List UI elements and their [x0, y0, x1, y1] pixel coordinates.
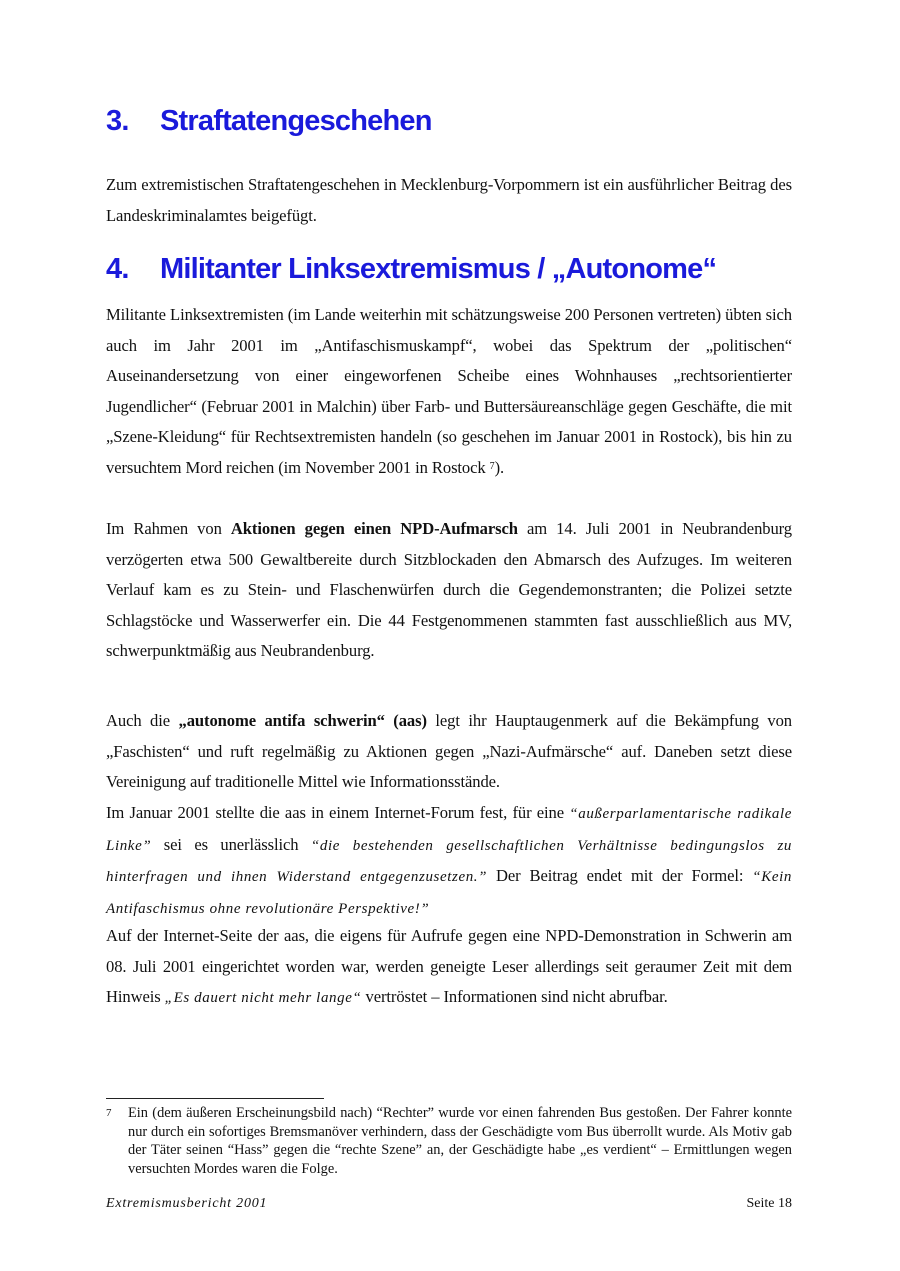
footnote-separator: [106, 1098, 324, 1099]
footer-report-title: Extremismusbericht 2001: [106, 1196, 268, 1211]
section-title: Straftatengeschehen: [160, 105, 432, 137]
footnote-7: [106, 1104, 792, 1178]
paragraph-text: Militante Linksextremisten (im Lande weiterhin mit schätzungsweise 200 Personen vertreten) übten sich auch im Jahr 2001 im „Antifaschismuskampf“, wobei das Spektrum der „politischen“ Auseinandersetzung von einer eingeworfenen Scheibe eines Wohnhauses „rechtsorientierter Jugendlicher“ (Februar 2001 in Malchin) über Farb- und Buttersäureanschläge gegen Geschäfte, die mit „Szene-Kleidung“ für Rechtsextremisten handeln (so geschehen im Januar 2001 in Rostock), bis hin zu versuchtem Mord reichen (im November 2001 in Rostock: [106, 305, 792, 477]
section-title: Militanter Linksextremismus / „Autonome“: [160, 253, 717, 285]
paragraph-text: Auf der Internet-Seite der aas, die eigens für Aufrufe gegen eine NPD-Demonstration in Schwerin am 08. Juli 2001 eingerichtet worden war, werden geneigte Leser allerdings seit geraumer Zeit mit dem Hinweis: [106, 926, 792, 1007]
paragraph-text: Im Januar 2001 stellte die aas in einem Internet-Forum fest, für eine: [106, 803, 570, 822]
footer-page-number: Seite 18: [746, 1196, 792, 1211]
paragraph-text: sei es unerlässlich: [151, 834, 311, 854]
quote: „Es dauert nicht mehr lange“: [164, 990, 362, 1007]
paragraph-text: am 14. Juli 2001 in Neubrandenburg verzögerten etwa 500 Gewaltbereite durch Sitzblockaden den Abmarsch des Aufzuges. Im weiteren Verlauf kam es zu Stein- und Flaschenwürfen durch die Gegendemonstranten; die Polizei setzte Schlagstöcke und Wasserwerfer ein. Die 44 Festgenommenen stammten fast ausschließlich aus MV, schwerpunktmäßig aus Neubrandenburg.: [106, 519, 792, 661]
bold-phrase: Aktionen gegen einen NPD-Aufmarsch: [230, 519, 518, 538]
paragraph-internet-forum: [106, 798, 792, 924]
paragraph-militant-left: [106, 300, 792, 484]
paragraph-text-end: ).: [494, 457, 505, 477]
quote: “außerparlamentarische radikale Linke”: [106, 806, 792, 854]
paragraph-text: legt ihr Hauptaugenmerk auf die Bekämpfung von „Faschisten“ und ruft regelmäßig zu Aktionen gegen „Nazi-Aufmärsche“ auf. Daneben setzt diese Vereinigung auf traditionelle Mittel wie Informationsstände.: [106, 711, 792, 792]
section-number: 4.: [106, 253, 129, 285]
section-3-heading: [106, 104, 792, 138]
quote: “die bestehenden gesellschaftlichen Verhältnisse bedingungslos zu hinterfragen und ihnen Widerstand entgegenzusetzen.”: [106, 837, 792, 886]
section-number: 3.: [106, 105, 129, 137]
paragraph-text: vertröstet – Informationen sind nicht abrufbar.: [361, 987, 668, 1007]
section-3-paragraph: Zum extremistischen Straftatengeschehen in Mecklenburg-Vorpommern ist ein ausführlicher Beitrag des Landeskriminalamtes beigefügt.: [106, 175, 792, 225]
paragraph-text: Im Rahmen von: [106, 519, 231, 538]
footnote-text: Ein (dem äußeren Erscheinungsbild nach) “Rechter” wurde vor einen fahrenden Bus gestoßen. Der Fahrer konnte nur durch ein sofortiges Bremsmanöver verhindern, dass der Geschädigte vom Bus überrollt wurde. Als Motiv gab der Täter seinen “Hass” gegen die “rechte Szene” an, der Geschädigte habe „es verdient“ – Ermittlungen wegen versuchten Mordes waren die Folge.: [128, 1105, 792, 1177]
quote: “Kein Antifaschismus ohne revolutionäre Perspektive!”: [106, 869, 792, 917]
paragraph-npd-march: [106, 514, 792, 667]
paragraph-text: Der Beitrag endet mit der Formel:: [487, 866, 753, 886]
paragraph-internet-site: [106, 921, 792, 1014]
paragraph-aas: [106, 706, 792, 798]
footnote-reference[interactable]: 7: [489, 460, 495, 472]
bold-phrase: „autonome antifa schwerin“ (aas): [178, 711, 427, 730]
section-4-heading: [106, 252, 792, 286]
paragraph-text: Auch die: [106, 711, 179, 730]
footnote-number: 7: [106, 1107, 112, 1119]
